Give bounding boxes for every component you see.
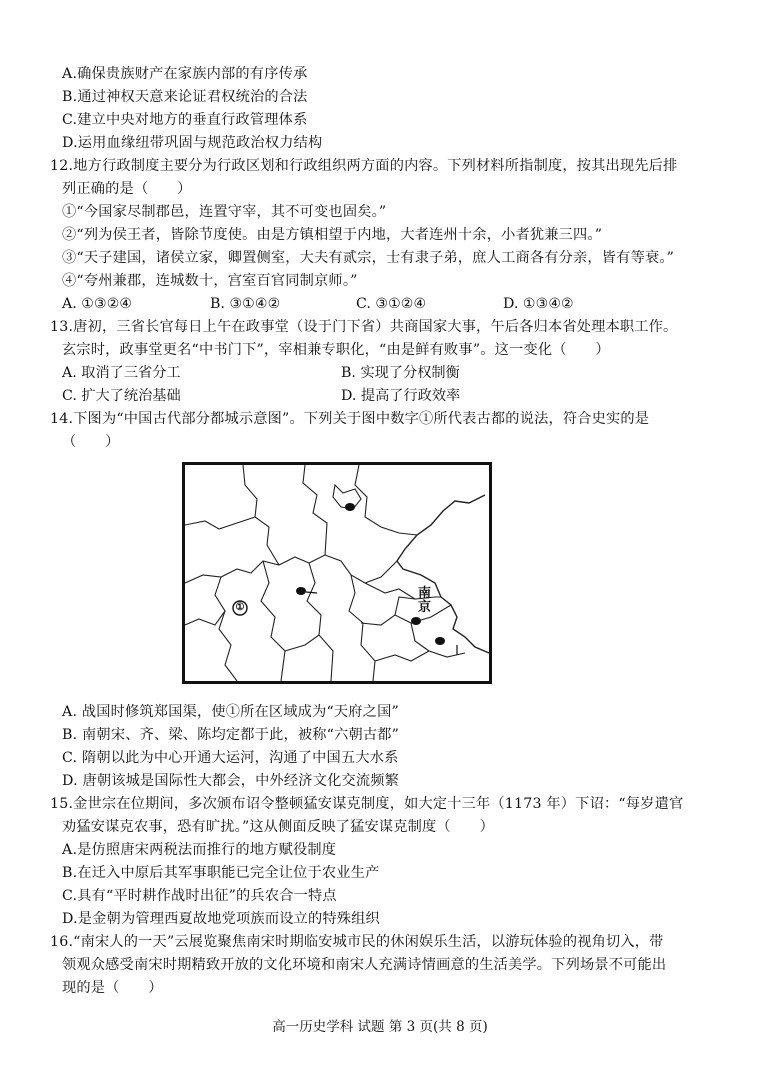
q11-option-c: C.建立中央对地方的垂直行政管理体系: [62, 112, 308, 128]
q16-stem-line2: 领观众感受南宋时期精致开放的文化环境和南宋人充满诗情画意的生活美学。下列场景不可能出: [62, 957, 667, 973]
q13-option-b: B. 实现了分权制衡: [341, 365, 460, 381]
q14-stem-line1: 14.下图为“中国古代部分都城示意图”。下列关于图中数字①所代表古都的说法，符合史实的是: [50, 411, 650, 427]
q13-option-d: D. 提高了行政效率: [341, 388, 461, 404]
q15-option-d: D.是金朝为管理西夏故地党项族而设立的特殊组织: [62, 911, 380, 927]
q11-option-d: D.运用血缘纽带巩固与规范政治权力结构: [62, 135, 323, 151]
q15-option-b: B.在迁入中原后其军事职能已完全让位于农业生产: [62, 865, 380, 881]
q12-option-a: A. ①③②④: [62, 296, 133, 312]
q11-option-a: A.确保贵族财产在家族内部的有序传承: [62, 66, 308, 82]
ancient-capitals-map: [182, 462, 492, 684]
q15-option-a: A.是仿照唐宋两税法而推行的地方赋役制度: [62, 842, 337, 858]
q13-option-a: A. 取消了三省分工: [62, 365, 181, 381]
q14-option-b: B. 南朝宋、齐、梁、陈均定都于此，被称“六朝古都”: [62, 727, 400, 743]
q16-stem-line1: 16.“南宋人的一天”云展览聚焦南宋时期临安城市民的休闲娱乐生活，以游玩体验的视角切入，带: [50, 934, 664, 950]
q13-stem-line1: 13.唐初，三省长官每日上午在政事堂（设于门下省）共商国家大事，午后各归本省处理本职工作。: [50, 319, 678, 335]
q14-option-a: A. 战国时修筑郑国渠，使①所在区域成为“天府之国”: [62, 704, 399, 720]
q16-stem-line3: 现的是（ ）: [62, 980, 163, 996]
q15-stem-line1: 15.金世宗在位期间，多次颁布诏令整顿猛安谋克制度，如大定十三年（1173 年）下诏：“每岁遣官: [50, 796, 684, 812]
q12-option-c: C. ③①②④: [356, 296, 427, 312]
q14-option-d: D. 唐朝该城是国际性大都会，中外经济文化交流频繁: [62, 773, 400, 789]
q14-stem-line2: （ ）: [62, 434, 120, 450]
q14-option-c: C. 隋朝以此为中心开通大运河，沟通了中国五大水系: [62, 750, 399, 766]
map-marker-1: ①: [235, 602, 245, 613]
q13-option-c: C. 扩大了统治基础: [62, 388, 181, 404]
q12-item-3: ③“天子建国，诸侯立家，卿置侧室，大夫有贰宗，士有隶子弟，庶人工商各有分亲，皆有等衰。”: [62, 250, 675, 266]
q12-item-2: ②“列为侯王者，皆除节度使。由是方镇相望于内地，大者连州十余，小者犹兼三四。”: [62, 227, 603, 243]
q12-stem-line1: 12.地方行政制度主要分为行政区划和行政组织两方面的内容。下列材料所指制度，按其出现先后排: [50, 158, 678, 174]
q15-option-c: C.具有“平时耕作战时出征”的兵农合一特点: [62, 888, 337, 904]
q12-option-b: B. ③①④②: [210, 296, 281, 312]
q12-item-4: ④“夸州兼郡，连城数十，宫室百官同制京师。”: [62, 273, 358, 289]
map-label-nanjing: 南京: [418, 586, 432, 615]
page-footer: 高一历史学科 试题 第 3 页(共 8 页): [272, 1019, 488, 1035]
q12-item-1: ①“今国家尽制郡邑，连置守宰，其不可变也固矣。”: [62, 204, 387, 220]
q11-option-b: B.通过神权天意来论证君权统治的合法: [62, 89, 308, 105]
q13-stem-line2: 玄宗时，政事堂更名“中书门下”，宰相兼专职化，“由是鲜有败事”。这一变化（ ）: [62, 342, 610, 358]
q12-option-d: D. ①③④②: [503, 296, 574, 312]
q12-stem-line2: 列正确的是（ ）: [62, 181, 192, 197]
q15-stem-line2: 劝猛安谋克农事，恐有旷扰。”这从侧面反映了猛安谋克制度（ ）: [62, 819, 494, 835]
map-drawing: [185, 465, 489, 681]
